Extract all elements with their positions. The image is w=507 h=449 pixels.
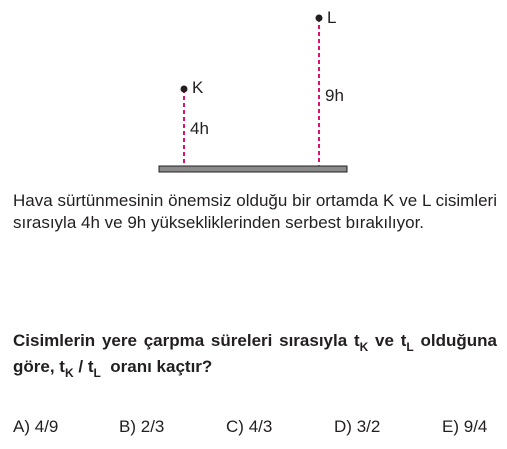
question-part-2: ve <box>368 331 401 350</box>
point-l <box>316 15 323 22</box>
question-text <box>13 328 497 380</box>
problem-statement: Hava sürtünmesinin önemsiz olduğu bir ortamda K ve L cisimleri sırasıyla 4h ve 9h yüksekliklerinden serbest bırakılıyor. <box>13 191 497 232</box>
point-k-label: K <box>192 78 204 97</box>
ratio-denominator-symbol: $t_L$ <box>87 357 101 380</box>
choice-b[interactable]: B) 2/3 <box>119 417 165 436</box>
point-k <box>181 86 188 93</box>
question-part-1: Cisimlerin yere çarpma süreleri sırasıyla <box>13 331 354 350</box>
ratio-numerator-symbol: $t_K$ <box>59 357 74 380</box>
question-part-5: oranı kaçtır? <box>100 357 213 376</box>
height-k-label: 4h <box>190 119 209 138</box>
t-l-symbol: $t_L$ <box>400 331 414 354</box>
ground-surface <box>159 166 347 172</box>
point-l-label: L <box>327 8 337 27</box>
choice-a[interactable]: A) 4/9 <box>13 417 59 436</box>
choice-d[interactable]: D) 3/2 <box>334 417 381 436</box>
choice-e[interactable]: E) 9/4 <box>442 417 488 436</box>
question-part-3: olduğuna göre, <box>13 331 497 376</box>
height-l-label: 9h <box>325 86 344 105</box>
free-fall-figure <box>0 0 507 185</box>
ratio-slash: / <box>73 357 88 376</box>
choice-c[interactable]: C) 4/3 <box>226 417 273 436</box>
t-k-symbol: $t_K$ <box>353 331 369 354</box>
